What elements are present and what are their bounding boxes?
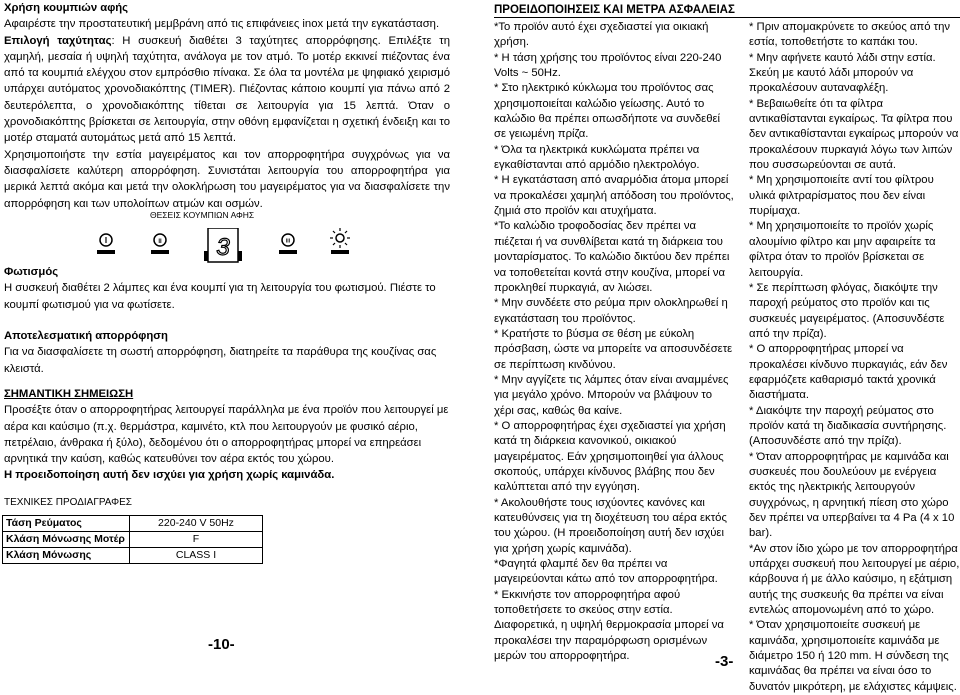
safety-item: * Σε περίπτωση φλόγας, διακόψτε την παροχή ρεύματος στο προϊόν και τις συσκευές μαγειρέματος. (Αποσυνδέστε από την πρίζα).	[749, 281, 945, 340]
spec-value: F	[130, 532, 263, 548]
spec-label: Κλάση Μόνωσης Μοτέρ	[3, 532, 130, 548]
table-row	[3, 532, 263, 548]
button-2-label: II	[158, 239, 162, 245]
film-removal-text: Αφαιρέστε την προστατευτική μεμβράνη από τις επιφάνειες inox μετά την εγκατάσταση.	[4, 18, 440, 31]
safety-item: * Διακόψτε την παροχή ρεύματος στο προϊόν κατά τη διαδικασία συντήρησης. (Αποσυνδέστε από την πρίζα).	[749, 404, 947, 448]
spec-label: Τάση Ρεύματος	[3, 516, 130, 532]
safety-item: *Το προϊόν αυτό έχει σχεδιαστεί για οικιακή χρήση.	[494, 21, 709, 49]
speed-selection-label: Επιλογή ταχύτητας	[4, 34, 112, 47]
spec-value: 220-240 V 50Hz	[130, 516, 263, 532]
lighting-section	[4, 264, 450, 313]
safety-item: * Στο ηλεκτρικό κύκλωμα του προϊόντος σας χρησιμοποιείται καλώδιο γείωσης. Αυτό το καλώδιο θα πρέπει οπωσδήποτε να συνδεθεί σε γειωμένη πρίζα.	[494, 82, 721, 141]
safety-title: ΠΡΟΕΙΔΟΠΟΙΗΣΕΙΣ ΚΑΙ ΜΕΤΡΑ ΑΣΦΑΛΕΙΑΣ	[494, 4, 960, 18]
safety-item: * Μη χρησιμοποιείτε το προϊόν χωρίς αλουμίνιο φίλτρο και μην αφαιρείτε τα φίλτρα όταν το προϊόν βρίσκεται σε λειτουργία.	[749, 220, 936, 279]
page-number-right: -3-	[715, 653, 734, 670]
safety-item: *Αν στον ίδιο χώρο με τον απορροφητήρα υπάρχει συσκευή που λειτουργεί με αέριο, κάρβουνα ή με άλλο καύσιμο, η εξάτμιση αυτής της συσκευής θα πρέπει να είναι εντελώς απομονωμένη από το χώρο.	[749, 542, 960, 617]
lighting-title: Φωτισμός	[4, 266, 59, 278]
left-page	[0, 0, 475, 673]
safety-column-1	[494, 20, 734, 664]
button-3	[279, 234, 297, 254]
safety-item: * Μην αφήνετε καυτό λάδι στην εστία. Σκεύη με καυτό λάδι μπορούν να προκαλέσουν αυταναφλέξη.	[749, 51, 936, 95]
safety-item: * Μην αγγίζετε τις λάμπες όταν είναι αναμμένες για μεγάλο χρόνο. Μπορούν να βλάψουν το χέρι σας, καθώς θα καίνε.	[494, 373, 729, 417]
safety-item: *Το καλώδιο τροφοδοσίας δεν πρέπει να πιέζεται ή να συνθλίβεται κατά τη διάρκεια του μονταρίσματος. Το καλώδιο δικτύου δεν πρέπει να τοποθετείται κοντά στην κουζίνα, μπορεί να προκληθεί πυρκαγιά, αν λιώσει.	[494, 220, 730, 294]
safety-item: * Πριν απομακρύνετε το σκεύος από την εστία, τοποθετήστε το καπάκι του.	[749, 21, 951, 49]
digital-display	[204, 228, 242, 262]
effective-extraction-text: Για να διασφαλίσετε τη σωστή απορρόφηση, διατηρείτε τα παράθυρα της κουζίνας σας κλειστά.	[4, 346, 437, 375]
usage-text: Χρησιμοποιήστε την εστία μαγειρέματος και τον απορροφητήρα συγχρόνως για να διασφαλίσετε καλύτερη απορρόφηση. Συνιστάται λειτουργία του απορροφητήρα για μερικά λεπτά ακόμα και μετά την ολοκλήρωση του μαγειρέματος για να διασφαλίσετε την απορρόφηση και των υπολοίπων ατμών και οσμών.	[4, 148, 450, 210]
button-2	[151, 234, 169, 254]
control-panel-diagram	[96, 228, 366, 264]
touch-buttons-title: Χρήση κουμπιών αφής	[4, 2, 129, 14]
page-number-left: -10-	[208, 636, 235, 653]
safety-item: * Όλα τα ηλεκτρικά κυκλώματα πρέπει να εγκαθίστανται από αρμόδιο ηλεκτρολόγο.	[494, 143, 700, 172]
important-note-title: ΣΗΜΑΝΤΙΚΗ ΣΗΜΕΙΩΣΗ	[4, 388, 134, 400]
safety-item: * Όταν απορροφητήρας με καμινάδα και συσκευές που δουλεύουν με ενέργεια εκτός της ηλεκτρικής λειτουργούν συγχρόνως, η αρνητική πίεση στο χώρο δεν πρέπει να υπερβαίνει τα 4 Pa (4 x 10 bar).	[749, 450, 955, 540]
light-icon	[330, 228, 350, 254]
safety-item: * Μη χρησιμοποιείτε αντί του φίλτρου υλικά φιλτραρίσματος που δεν είναι πυρίμαχα.	[749, 174, 934, 218]
safety-item: * Κρατήστε το βύσμα σε θέση με εύκολη πρόσβαση, ώστε να μπορείτε να αποσυνδέσετε σε περίπτωση κινδύνου.	[494, 327, 733, 371]
safety-item: * Ο απορροφητήρας έχει σχεδιαστεί για χρήση κατά τη διάρκεια κανονικού, οικιακού μαγειρέματος. Εάν χρησιμοποιηθεί για άλλους σκοπούς, υπάρχει κίνδυνος βλάβης που δεν καλύπτεται από την εγγύηση.	[494, 419, 726, 494]
table-row	[3, 548, 263, 564]
lighting-text: Η συσκευή διαθέτει 2 λάμπες και ένα κουμπί για τη λειτουργία του φωτισμού. Πιέστε το κουμπί φωτισμού για να φωτίσετε.	[4, 282, 436, 311]
specs-title: ΤΕΧΝΙΚΕΣ ΠΡΟΔΙΑΓΡΑΦΕΣ	[4, 497, 132, 508]
right-page	[494, 0, 960, 693]
effective-extraction-title: Αποτελεσματική απορρόφηση	[4, 330, 168, 342]
effective-extraction-section	[4, 328, 450, 377]
safety-item: * Ακολουθήστε τους ισχύοντες κανόνες και κατευθύνσεις για τη διοχέτευση του αέρα εκτός του χώρου. (Η προειδοποίηση αυτή δεν ισχύει για χρήση χωρίς καμινάδα).	[494, 496, 727, 555]
safety-item: * Μην συνδέετε στο ρεύμα πριν ολοκληρωθεί η εγκατάσταση του προϊόντος.	[494, 297, 728, 325]
safety-item: * Εκκινήστε τον απορροφητήρα αφού τοποθετήσετε το σκεύος στην εστία. Διαφορετικά, η υψηλή θερμοκρασία μπορεί να προκαλέσει την παραμόρφωση ορισμένων μερών του απορροφητήρα.	[494, 588, 724, 663]
spec-value: CLASS I	[130, 548, 263, 564]
safety-column-2	[749, 20, 960, 695]
safety-item: * Η εγκατάσταση από αναρμόδια άτομα μπορεί να προκαλέσει χαμηλή απόδοση του προϊόντος, ζημιά στο προϊόν και ατυχήματα.	[494, 174, 734, 218]
button-3-label: III	[285, 238, 291, 245]
control-panel-title: ΘΕΣΕΙΣ ΚΟΥΜΠΙΩΝ ΑΦΗΣ	[150, 210, 255, 220]
important-note-bold: Η προειδοποίηση αυτή δεν ισχύει για χρήση χωρίς καμινάδα.	[4, 469, 335, 482]
important-note-section	[4, 386, 450, 484]
table-row	[3, 516, 263, 532]
speed-selection-text: : Η συσκευή διαθέτει 3 ταχύτητες απορρόφησης. Επιλέξτε τη χαμηλή, μεσαία ή υψηλή ταχύτητα, ανάλογα με τον ατμό. Το μοτέρ εκκινεί πιέζοντας ένα από τα κουμπιά ελέγχου στον εμπρόσθιο πίνακα. Σε όλα τα μοντέλα με ψηφιακό χειρισμό υπάρχει αυτόματος χρονοδιακόπτης (TIMER). Πιέζοντας κάποιο κουμπί για πάνω από 2 δευτερόλεπτα, ο χρονοδιακόπτης τίθεται σε λειτουργία για 15 λεπτά. Όταν ο χρονοδιακόπτης βρίσκεται σε λειτουργία, στην οθόνη εμφανίζεται η σχετική ένδειξη και το μοτέρ σταματά αυτομάτως μετά από 15 λεπτά.	[4, 34, 450, 145]
button-1	[97, 234, 115, 254]
speed-selection-paragraph	[4, 33, 450, 147]
safety-item: * Η τάση χρήσης του προϊόντος είναι 220-240 Volts ~ 50Hz.	[494, 51, 722, 80]
touch-buttons-section	[4, 0, 450, 212]
specs-table	[2, 515, 263, 564]
safety-item: *Φαγητά φλαμπέ δεν θα πρέπει να μαγειρεύονται κάτω από τον απορροφητήρα.	[494, 558, 718, 586]
display-digit: 3	[216, 234, 230, 261]
spec-label: Κλάση Μόνωσης	[3, 548, 130, 564]
safety-item: * Όταν χρησιμοποιείτε συσκευή με καμινάδα, χρησιμοποιείτε καμινάδα με διάμετρο 150 ή 120 mm. Η σύνδεση της καμινάδας θα πρέπει να είναι όσο το δυνατόν μικρότερη, με ελάχιστες κάμψεις.	[749, 619, 957, 693]
important-note-text: Προσέξτε όταν ο απορροφητήρας λειτουργεί παράλληλα με ένα προϊόν που λειτουργεί με αέρα και καύσιμο (π.χ. θερμάστρα, καμινέτο, κτλ που λειτουργούν με φυσικό αέριο, πετρέλαιο, άνθρακα ή ξύλο), δεδομένου ότι ο απορροφητήρας μπορεί να επηρεάσει αρνητικά την καύση, καθώς κατευθύνει τον αέρα εκτός του χώρου.	[4, 404, 449, 466]
button-1-label: I	[104, 236, 108, 245]
safety-item: * Ο απορροφητήρας μπορεί να προκαλέσει κίνδυνο πυρκαγιάς, εάν δεν εφαρμόζετε καθαρισμό τακτά χρονικά διαστήματα.	[749, 343, 948, 402]
safety-item: * Βεβαιωθείτε ότι τα φίλτρα αντικαθίστανται εγκαίρως. Τα φίλτρα που δεν αντικαθίστανται εγκαίρως μπορούν να προκαλέσουν πυρκαγιά λόγω των λιπών που συσσωρεύονται σε αυτά.	[749, 97, 959, 172]
